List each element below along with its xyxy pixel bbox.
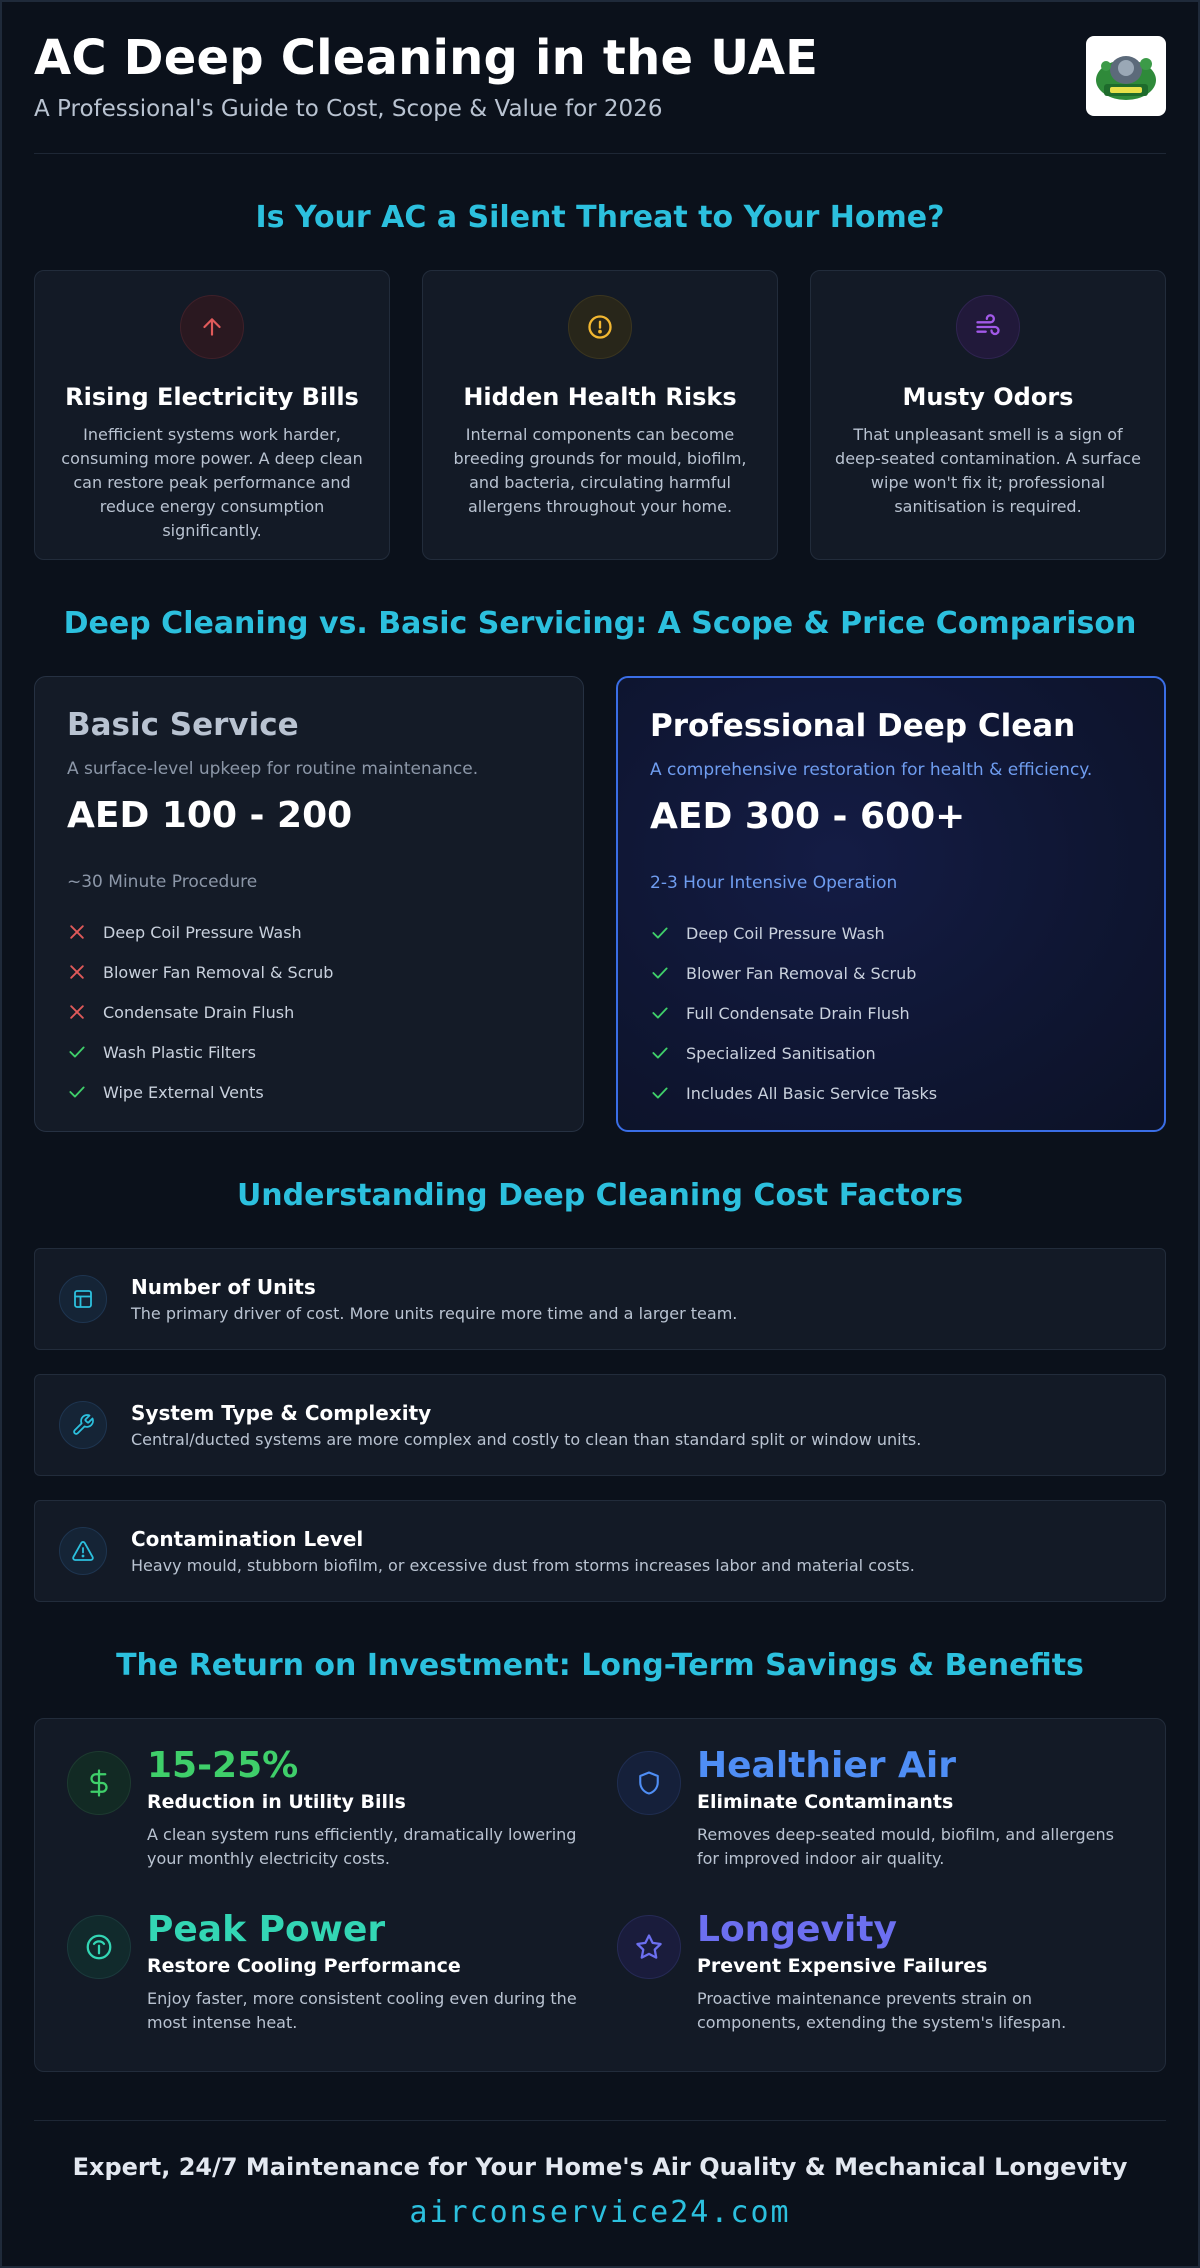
footer-divider [34, 2120, 1166, 2121]
list-item [67, 1032, 551, 1072]
check-icon [650, 1083, 670, 1103]
threat-text: That unpleasant smell is a sign of deep-seated contamination. A surface wipe won't fix it; professional sanitisation is required. [835, 425, 1141, 516]
layout-icon [59, 1275, 107, 1323]
roi-text: A clean system runs efficiently, dramatically lowering your monthly electricity costs. [147, 1825, 577, 1868]
plan-description: A surface-level upkeep for routine maintenance. [67, 759, 479, 779]
roi-highlight: Healthier Air [697, 1745, 957, 1786]
list-item [650, 1033, 1132, 1073]
list-item [650, 913, 1132, 953]
roi-heading: The Return on Investment: Long-Term Savings & Benefits [116, 1648, 1084, 1683]
roi-utility-savings [67, 1745, 587, 1901]
feature-label: Specialized Sanitisation [686, 1043, 876, 1063]
list-item [67, 952, 551, 992]
feature-label: Full Condensate Drain Flush [686, 1003, 910, 1023]
shield-icon [617, 1751, 681, 1815]
arrow-up-icon [180, 295, 244, 359]
wrench-icon [59, 1401, 107, 1449]
factor-text: The primary driver of cost. More units require more time and a larger team. [131, 1304, 738, 1323]
threat-title: Rising Electricity Bills [65, 383, 359, 411]
threat-title: Hidden Health Risks [463, 383, 737, 411]
list-item [67, 1072, 551, 1112]
factor-text: Central/ducted systems are more complex and costly to clean than standard split or window units. [131, 1430, 922, 1449]
roi-healthier-air [617, 1745, 1137, 1901]
page-title: AC Deep Cleaning in the UAE [34, 30, 819, 86]
threats-heading: Is Your AC a Silent Threat to Your Home? [255, 200, 945, 235]
feature-list [67, 912, 551, 1112]
threat-card-electricity [34, 270, 390, 560]
factor-title: Number of Units [131, 1275, 316, 1299]
star-icon [617, 1915, 681, 1979]
roi-peak-power [67, 1909, 587, 2065]
roi-text: Enjoy faster, more consistent cooling even during the most intense heat. [147, 1989, 577, 2032]
roi-title: Restore Cooling Performance [147, 1955, 461, 1977]
factor-contamination [34, 1500, 1166, 1602]
cross-icon [67, 922, 87, 942]
factors-heading: Understanding Deep Cleaning Cost Factors [236, 1178, 964, 1213]
roi-text: Proactive maintenance prevents strain on components, extending the system's lifespan. [697, 1989, 1067, 2032]
threat-title: Musty Odors [902, 383, 1074, 411]
alert-circle-icon [568, 295, 632, 359]
basic-service-card [34, 676, 584, 1132]
roi-longevity [617, 1909, 1137, 2065]
feature-label: Wash Plastic Filters [103, 1042, 256, 1062]
dollar-icon [67, 1751, 131, 1815]
check-icon [650, 963, 670, 983]
gauge-icon [67, 1915, 131, 1979]
factor-title: Contamination Level [131, 1527, 364, 1551]
website-link[interactable]: airconservice24.com [409, 2195, 791, 2230]
plan-price: AED 300 - 600+ [650, 796, 966, 837]
check-icon [650, 923, 670, 943]
check-icon [67, 1042, 87, 1062]
roi-highlight: 15-25% [147, 1745, 299, 1786]
plan-name: Basic Service [67, 707, 299, 743]
check-icon [67, 1082, 87, 1102]
roi-highlight: Peak Power [147, 1909, 386, 1950]
roi-title: Eliminate Contaminants [697, 1791, 954, 1813]
cross-icon [67, 1002, 87, 1022]
feature-label: Blower Fan Removal & Scrub [103, 962, 334, 982]
plan-duration: ~30 Minute Procedure [67, 872, 258, 892]
check-icon [650, 1043, 670, 1063]
factor-text: Heavy mould, stubborn biofilm, or excessive dust from storms increases labor and material costs. [131, 1556, 915, 1575]
feature-label: Wipe External Vents [103, 1082, 264, 1102]
roi-title: Prevent Expensive Failures [697, 1955, 988, 1977]
feature-label: Includes All Basic Service Tasks [686, 1083, 938, 1103]
feature-list [650, 913, 1132, 1113]
feature-label: Deep Coil Pressure Wash [103, 922, 302, 942]
threat-text: Internal components can become breeding grounds for mould, biofilm, and bacteria, circulating harmful allergens throughout your home. [453, 425, 747, 516]
roi-title: Reduction in Utility Bills [147, 1791, 406, 1813]
plan-price: AED 100 - 200 [67, 795, 353, 836]
deep-clean-card [616, 676, 1166, 1132]
plan-duration: 2-3 Hour Intensive Operation [650, 873, 898, 893]
company-logo [1086, 36, 1166, 116]
list-item [650, 993, 1132, 1033]
roi-text: Removes deep-seated mould, biofilm, and allergens for improved indoor air quality. [697, 1825, 1114, 1868]
plan-description: A comprehensive restoration for health & efficiency. [650, 760, 1093, 780]
feature-label: Deep Coil Pressure Wash [686, 923, 885, 943]
list-item [650, 953, 1132, 993]
comparison-heading: Deep Cleaning vs. Basic Servicing: A Scope & Price Comparison [63, 606, 1137, 641]
warning-triangle-icon [59, 1527, 107, 1575]
roi-panel [34, 1718, 1166, 2072]
list-item [67, 912, 551, 952]
feature-label: Blower Fan Removal & Scrub [686, 963, 917, 983]
feature-label: Condensate Drain Flush [103, 1002, 295, 1022]
factor-number-of-units [34, 1248, 1166, 1350]
list-item [67, 992, 551, 1032]
header [34, 30, 1166, 154]
threat-card-health [422, 270, 778, 560]
footer-tagline: Expert, 24/7 Maintenance for Your Home's Air Quality & Mechanical Longevity [72, 2153, 1128, 2181]
check-icon [650, 1003, 670, 1023]
threat-card-odors [810, 270, 1166, 560]
factor-title: System Type & Complexity [131, 1401, 432, 1425]
page-subtitle: A Professional's Guide to Cost, Scope & Value for 2026 [34, 96, 663, 122]
threat-text: Inefficient systems work harder, consuming more power. A deep clean can restore peak performance and reduce energy consumption significantly. [61, 425, 363, 540]
plan-name: Professional Deep Clean [650, 708, 1076, 744]
wind-icon [956, 295, 1020, 359]
list-item [650, 1073, 1132, 1113]
roi-highlight: Longevity [697, 1909, 897, 1950]
factor-system-type [34, 1374, 1166, 1476]
cross-icon [67, 962, 87, 982]
